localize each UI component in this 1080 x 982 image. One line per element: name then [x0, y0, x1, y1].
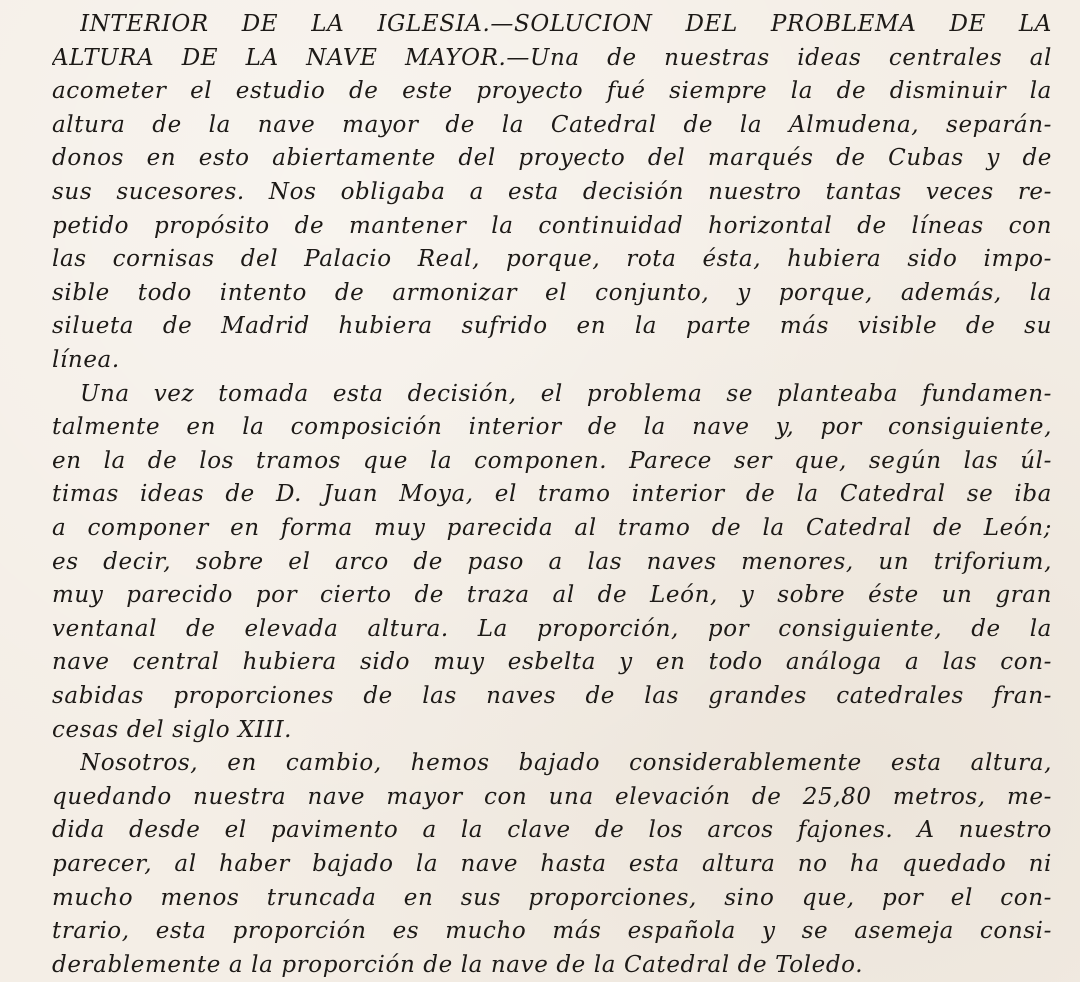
text-line: nave central hubiera sido muy esbelta y en todo análoga a las con- — [52, 649, 1052, 676]
text-line: parecer, al haber bajado la nave hasta esta altura no ha quedado ni — [52, 851, 1052, 877]
text-line: talmente en la composición interior de la nave y, por consiguiente, — [52, 414, 1052, 441]
text-line: dida desde el pavimento a la clave de los arcos fajones. A nuestro — [52, 817, 1052, 844]
text-line: las cornisas del Palacio Real, porque, rota ésta, hubiera sido impo- — [52, 246, 1052, 273]
text-line: sus sucesores. Nos obligaba a esta decisión nuestro tantas veces re- — [52, 179, 1052, 205]
text-line: es decir, sobre el arco de paso a las naves menores, un triforium, — [52, 548, 1052, 575]
text-line: petido propósito de mantener la continuidad horizontal de líneas con — [52, 212, 1052, 239]
text-line: trario, esta proporción es mucho más española y se asemeja consi- — [52, 918, 1052, 945]
text-line: donos en esto abiertamente del proyecto del marqués de Cubas y de — [52, 145, 1052, 172]
text-line: línea. — [52, 347, 120, 373]
text-line: INTERIOR DE LA IGLESIA.—SOLUCION DEL PROBLEMA DE LA — [80, 11, 1052, 37]
text-line: sible todo intento de armonizar el conjunto, y porque, además, la — [52, 279, 1052, 306]
text-line: ventanal de elevada altura. La proporción, por consiguiente, de la — [52, 615, 1052, 642]
text-line: ALTURA DE LA NAVE MAYOR.—Una de nuestras ideas centrales al — [52, 44, 1052, 71]
text-line: silueta de Madrid hubiera sufrido en la parte más visible de su — [52, 313, 1052, 340]
text-line: sabidas proporciones de las naves de las grandes catedrales fran- — [52, 683, 1052, 709]
text-line: en la de los tramos que la componen. Parece ser que, según las úl- — [52, 447, 1052, 474]
text-line: derablemente a la proporción de la nave de la Catedral de Toledo. — [52, 951, 864, 978]
text-line: Una vez tomada esta decisión, el problema se planteaba fundamen- — [80, 380, 1052, 407]
text-line: muy parecido por cierto de traza al de León, y sobre éste un gran — [52, 582, 1052, 609]
text-line: timas ideas de D. Juan Moya, el tramo interior de la Catedral se iba — [52, 481, 1052, 508]
text-line: quedando nuestra nave mayor con una elevación de 25,80 metros, me- — [52, 783, 1052, 810]
text-line: altura de la nave mayor de la Catedral de la Almudena, separán- — [52, 111, 1052, 138]
text-line: cesas del siglo XIII. — [52, 716, 293, 743]
text-line: mucho menos truncada en sus proporciones, sino que, por el con- — [52, 884, 1052, 911]
text-line: a componer en forma muy parecida al tramo de la Catedral de León; — [52, 515, 1052, 541]
text-line: acometer el estudio de este proyecto fué siempre la de disminuir la — [52, 78, 1052, 105]
text-line: Nosotros, en cambio, hemos bajado considerablemente esta altura, — [80, 750, 1052, 777]
